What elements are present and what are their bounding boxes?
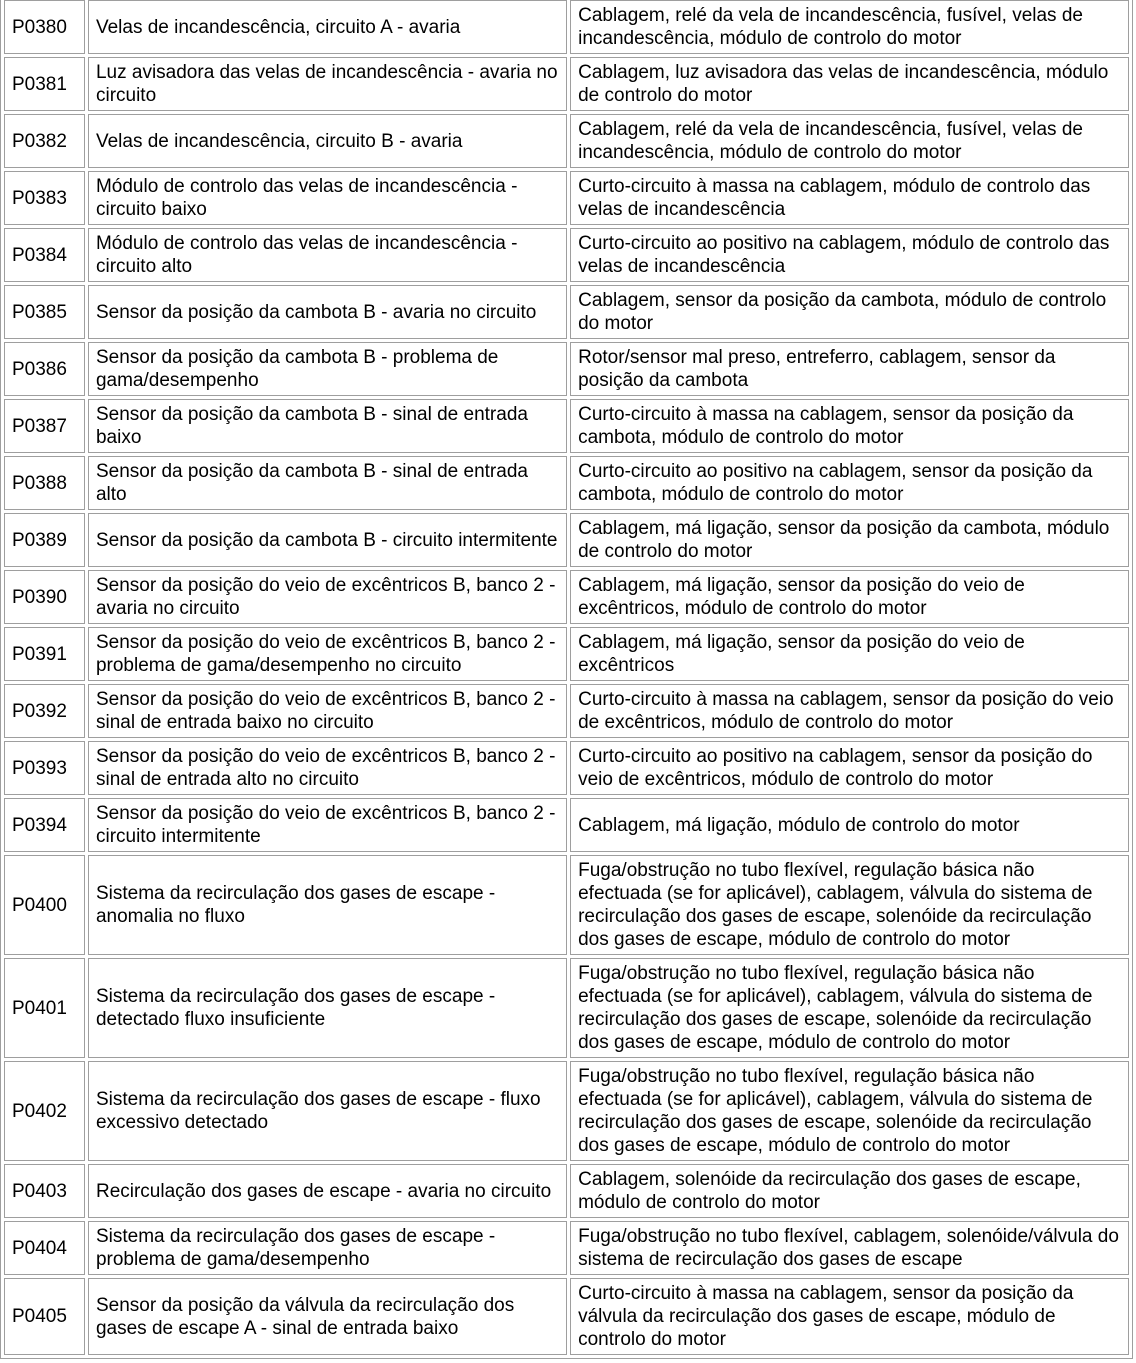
dtc-description-cell: Sistema da recirculação dos gases de escape - anomalia no fluxo — [88, 855, 567, 955]
dtc-code-cell: P0380 — [4, 0, 85, 54]
dtc-description-cell: Sensor da posição do veio de excêntricos B, banco 2 - problema de gama/desempenho no circuito — [88, 627, 567, 681]
dtc-description-cell: Sensor da posição do veio de excêntricos B, banco 2 - circuito intermitente — [88, 798, 567, 852]
dtc-causes-cell: Curto-circuito à massa na cablagem, sensor da posição da válvula da recirculação dos gases de escape, módulo de controlo do motor — [570, 1278, 1129, 1355]
dtc-description-cell: Velas de incandescência, circuito A - avaria — [88, 0, 567, 54]
dtc-description-cell: Sistema da recirculação dos gases de escape - detectado fluxo insuficiente — [88, 958, 567, 1058]
dtc-code-cell: P0381 — [4, 57, 85, 111]
dtc-table-row — [4, 228, 1129, 282]
dtc-description-cell: Velas de incandescência, circuito B - avaria — [88, 114, 567, 168]
dtc-table-row — [4, 741, 1129, 795]
dtc-description-cell: Sensor da posição da cambota B - avaria no circuito — [88, 285, 567, 339]
dtc-code-cell: P0402 — [4, 1061, 85, 1161]
dtc-code-cell: P0393 — [4, 741, 85, 795]
dtc-table-row — [4, 57, 1129, 111]
dtc-table-row — [4, 855, 1129, 955]
dtc-causes-cell: Cablagem, má ligação, sensor da posição do veio de excêntricos, módulo de controlo do motor — [570, 570, 1129, 624]
dtc-description-cell: Sistema da recirculação dos gases de escape - problema de gama/desempenho — [88, 1221, 567, 1275]
dtc-table-row — [4, 342, 1129, 396]
dtc-table-row — [4, 456, 1129, 510]
dtc-table-row — [4, 1061, 1129, 1161]
dtc-description-cell: Sensor da posição da cambota B - problema de gama/desempenho — [88, 342, 567, 396]
dtc-causes-cell: Curto-circuito à massa na cablagem, módulo de controlo das velas de incandescência — [570, 171, 1129, 225]
dtc-description-cell: Sensor da posição da cambota B - sinal de entrada baixo — [88, 399, 567, 453]
dtc-code-cell: P0405 — [4, 1278, 85, 1355]
dtc-description-cell: Módulo de controlo das velas de incandescência - circuito baixo — [88, 171, 567, 225]
dtc-code-cell: P0401 — [4, 958, 85, 1058]
dtc-table-row — [4, 1164, 1129, 1218]
dtc-causes-cell: Cablagem, má ligação, sensor da posição da cambota, módulo de controlo do motor — [570, 513, 1129, 567]
dtc-code-cell: P0386 — [4, 342, 85, 396]
dtc-code-cell: P0389 — [4, 513, 85, 567]
dtc-code-cell: P0385 — [4, 285, 85, 339]
dtc-table-row — [4, 399, 1129, 453]
dtc-code-cell: P0387 — [4, 399, 85, 453]
dtc-causes-cell: Cablagem, relé da vela de incandescência, fusível, velas de incandescência, módulo de controlo do motor — [570, 0, 1129, 54]
dtc-code-cell: P0390 — [4, 570, 85, 624]
dtc-causes-cell: Cablagem, sensor da posição da cambota, módulo de controlo do motor — [570, 285, 1129, 339]
dtc-table-body — [4, 0, 1129, 1355]
dtc-code-cell: P0394 — [4, 798, 85, 852]
dtc-table-row — [4, 684, 1129, 738]
dtc-description-cell: Sensor da posição da válvula da recirculação dos gases de escape A - sinal de entrada baixo — [88, 1278, 567, 1355]
dtc-causes-cell: Cablagem, má ligação, módulo de controlo do motor — [570, 798, 1129, 852]
dtc-causes-cell: Fuga/obstrução no tubo flexível, regulação básica não efectuada (se for aplicável), cablagem, válvula do sistema de recirculação dos gases de escape, solenóide da recirculação dos gases de escape, módulo de controlo do motor — [570, 1061, 1129, 1161]
dtc-code-cell: P0403 — [4, 1164, 85, 1218]
dtc-causes-cell: Rotor/sensor mal preso, entreferro, cablagem, sensor da posição da cambota — [570, 342, 1129, 396]
dtc-description-cell: Sensor da posição do veio de excêntricos B, banco 2 - sinal de entrada alto no circuito — [88, 741, 567, 795]
dtc-description-cell: Recirculação dos gases de escape - avaria no circuito — [88, 1164, 567, 1218]
dtc-table-row — [4, 0, 1129, 54]
dtc-table-row — [4, 171, 1129, 225]
dtc-description-cell: Sensor da posição do veio de excêntricos B, banco 2 - avaria no circuito — [88, 570, 567, 624]
dtc-table-row — [4, 1221, 1129, 1275]
dtc-description-cell: Sensor da posição da cambota B - circuito intermitente — [88, 513, 567, 567]
dtc-code-cell: P0400 — [4, 855, 85, 955]
dtc-description-cell: Sistema da recirculação dos gases de escape - fluxo excessivo detectado — [88, 1061, 567, 1161]
dtc-table-row — [4, 958, 1129, 1058]
dtc-causes-cell: Fuga/obstrução no tubo flexível, cablagem, solenóide/válvula do sistema de recirculação dos gases de escape — [570, 1221, 1129, 1275]
dtc-table-row — [4, 513, 1129, 567]
dtc-code-cell: P0392 — [4, 684, 85, 738]
dtc-code-cell: P0388 — [4, 456, 85, 510]
dtc-causes-cell: Curto-circuito ao positivo na cablagem, módulo de controlo das velas de incandescência — [570, 228, 1129, 282]
dtc-causes-cell: Fuga/obstrução no tubo flexível, regulação básica não efectuada (se for aplicável), cablagem, válvula do sistema de recirculação dos gases de escape, solenóide da recirculação dos gases de escape, módulo de controlo do motor — [570, 855, 1129, 955]
dtc-description-cell: Luz avisadora das velas de incandescência - avaria no circuito — [88, 57, 567, 111]
dtc-causes-cell: Curto-circuito à massa na cablagem, sensor da posição do veio de excêntricos, módulo de controlo do motor — [570, 684, 1129, 738]
dtc-causes-cell: Curto-circuito ao positivo na cablagem, sensor da posição do veio de excêntricos, módulo de controlo do motor — [570, 741, 1129, 795]
dtc-causes-cell: Cablagem, solenóide da recirculação dos gases de escape, módulo de controlo do motor — [570, 1164, 1129, 1218]
dtc-table-row — [4, 570, 1129, 624]
dtc-table-row — [4, 285, 1129, 339]
dtc-causes-cell: Cablagem, luz avisadora das velas de incandescência, módulo de controlo do motor — [570, 57, 1129, 111]
dtc-code-cell: P0383 — [4, 171, 85, 225]
dtc-code-cell: P0404 — [4, 1221, 85, 1275]
dtc-table-row — [4, 1278, 1129, 1355]
dtc-causes-cell: Cablagem, má ligação, sensor da posição do veio de excêntricos — [570, 627, 1129, 681]
dtc-description-cell: Sensor da posição do veio de excêntricos B, banco 2 - sinal de entrada baixo no circuito — [88, 684, 567, 738]
dtc-causes-cell: Fuga/obstrução no tubo flexível, regulação básica não efectuada (se for aplicável), cablagem, válvula do sistema de recirculação dos gases de escape, solenóide da recirculação dos gases de escape, módulo de controlo do motor — [570, 958, 1129, 1058]
dtc-causes-cell: Curto-circuito à massa na cablagem, sensor da posição da cambota, módulo de controlo do motor — [570, 399, 1129, 453]
dtc-causes-cell: Curto-circuito ao positivo na cablagem, sensor da posição da cambota, módulo de controlo do motor — [570, 456, 1129, 510]
dtc-table-row — [4, 798, 1129, 852]
dtc-table-row — [4, 627, 1129, 681]
dtc-table-row — [4, 114, 1129, 168]
dtc-code-cell: P0391 — [4, 627, 85, 681]
dtc-description-cell: Módulo de controlo das velas de incandescência - circuito alto — [88, 228, 567, 282]
dtc-code-cell: P0382 — [4, 114, 85, 168]
dtc-code-cell: P0384 — [4, 228, 85, 282]
dtc-causes-cell: Cablagem, relé da vela de incandescência, fusível, velas de incandescência, módulo de controlo do motor — [570, 114, 1129, 168]
dtc-description-cell: Sensor da posição da cambota B - sinal de entrada alto — [88, 456, 567, 510]
